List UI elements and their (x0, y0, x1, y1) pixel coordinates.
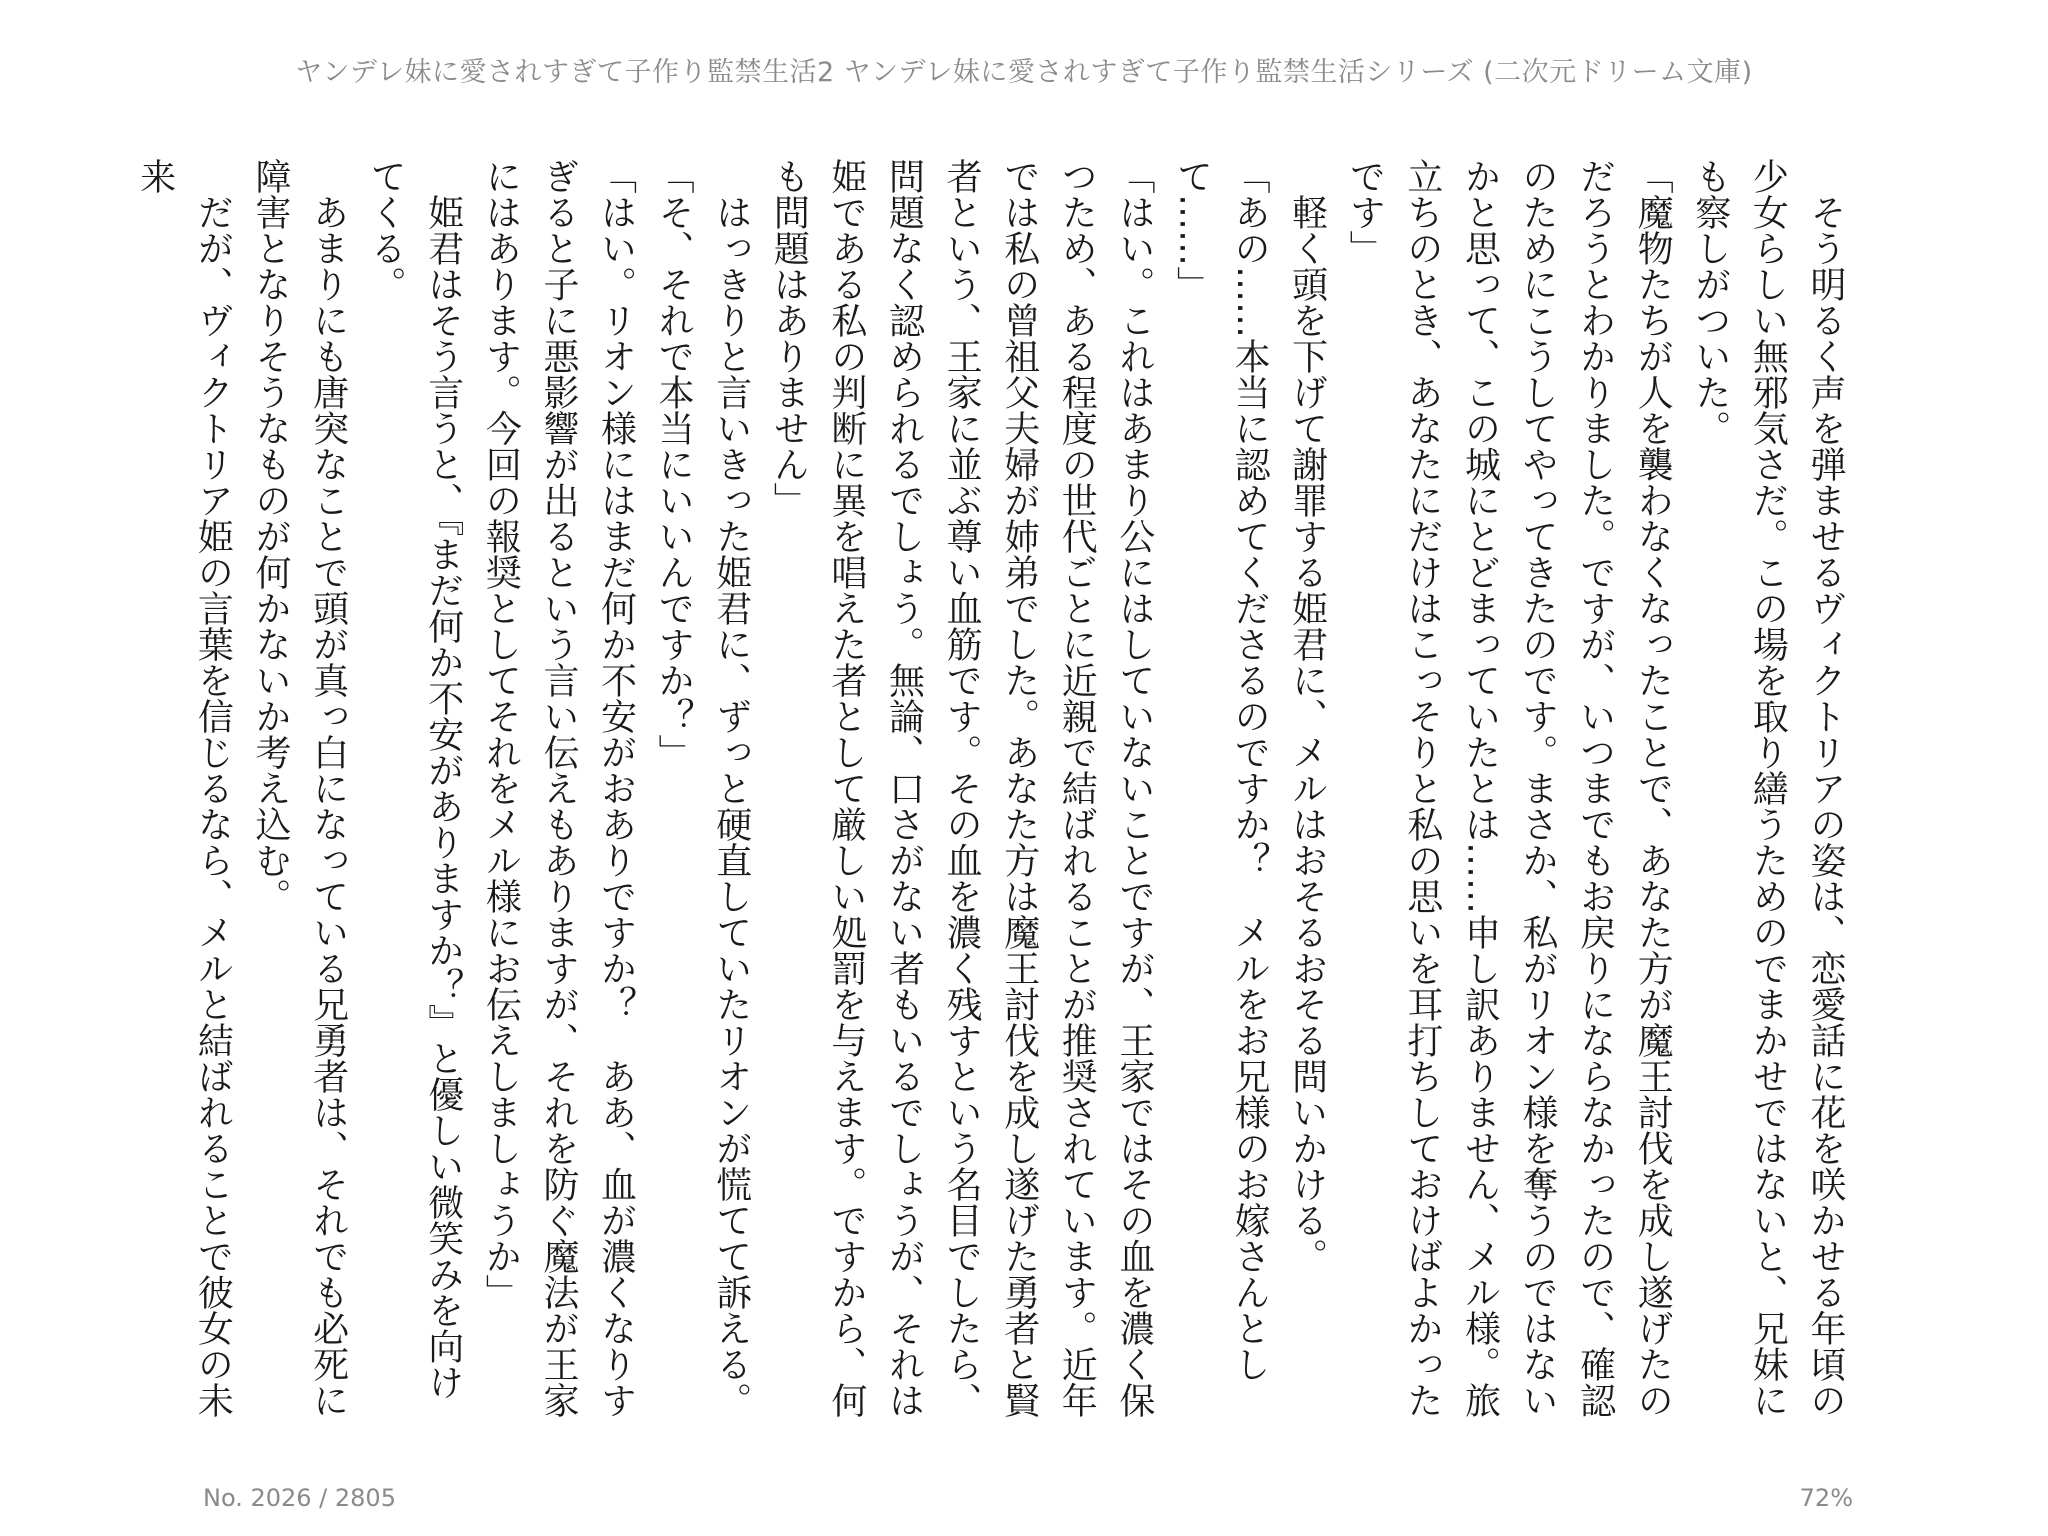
paragraph: 「魔物たちが人を襲わなくなったことで、あなた方が魔王討伐を成し遂げたのだろうとわかりました。ですが、いつまでもお戻りにならなかったので、確認のためにこうしてやってきたのです。まさか、私がリオン様を奪うのではないかと思って、この城にとどまっていたとは……申し訳ありません、メル様。旅立ちのとき、あなたにだけはこっそりと私の思いを耳打ちしておけばよかったです」 (1344, 158, 1674, 1418)
paragraph: 「あの……本当に認めてくださるのですか？ メルをお兄様のお嫁さんとして……」 (1171, 158, 1271, 1382)
paragraph: 「そ、それで本当にいいんですか？」 (653, 158, 695, 770)
paragraph: 姫君はそう言うと、『まだ何か不安がありますか？』と優しい微笑みを向けてくる。 (365, 158, 464, 1400)
paragraph: だが、ヴィクトリア姫の言葉を信じるなら、メルと結ばれることで彼女の未来 (134, 158, 234, 1418)
location-indicator: No. 2026 / 2805 (203, 1484, 396, 1512)
paragraph: 軽く頭を下げて謝罪する姫君に、メルはおそるおそる問いかける。 (1286, 194, 1328, 1274)
paragraph: はっきりと言いきった姫君に、ずっと硬直していたリオンが慌てて訴える。 (710, 194, 752, 1418)
paragraph: 「はい。リオン様にはまだ何か不安がおありですか？ ああ、血が濃くなりすぎると子に悪影響が出るという言い伝えもありますが、それを防ぐ魔法が王家にはあります。今回の報奨としてそれをメル様にお伝えしましょうか」 (480, 158, 637, 1418)
paragraph: あまりにも唐突なことで頭が真っ白になっている兄勇者は、それでも必死に障害となりそうなものが何かないか考え込む。 (249, 158, 349, 1418)
page-body-text (134, 158, 1854, 1430)
progress-percent: 72% (1799, 1484, 1853, 1512)
book-title: ヤンデレ妹に愛されすぎて子作り監禁生活2 ヤンデレ妹に愛されすぎて子作り監禁生活シリーズ (二次元ドリーム文庫) (295, 57, 1753, 88)
paragraph: そう明るく声を弾ませるヴィクトリアの姿は、恋愛話に花を咲かせる年頃の少女らしい無邪気さだ。この場を取り繕うためのでまかせではないと、兄妹にも察しがついた。 (1689, 158, 1846, 1418)
paragraph: 「はい。これはあまり公にはしていないことですが、王家ではその血を濃く保つため、ある程度の世代ごとに近親で結ばれることが推奨されています。近年では私の曾祖父夫婦が姉弟でした。あなた方は魔王討伐を成し遂げた勇者と賢者という、王家に並ぶ尊い血筋です。その血を濃く残すという名目でしたら、問題なく認められるでしょう。無論、口さがない者もいるでしょうが、それは姫である私の判断に異を唱えた者として厳しい処罰を与えます。ですから、何も問題はありません」 (768, 158, 1155, 1418)
